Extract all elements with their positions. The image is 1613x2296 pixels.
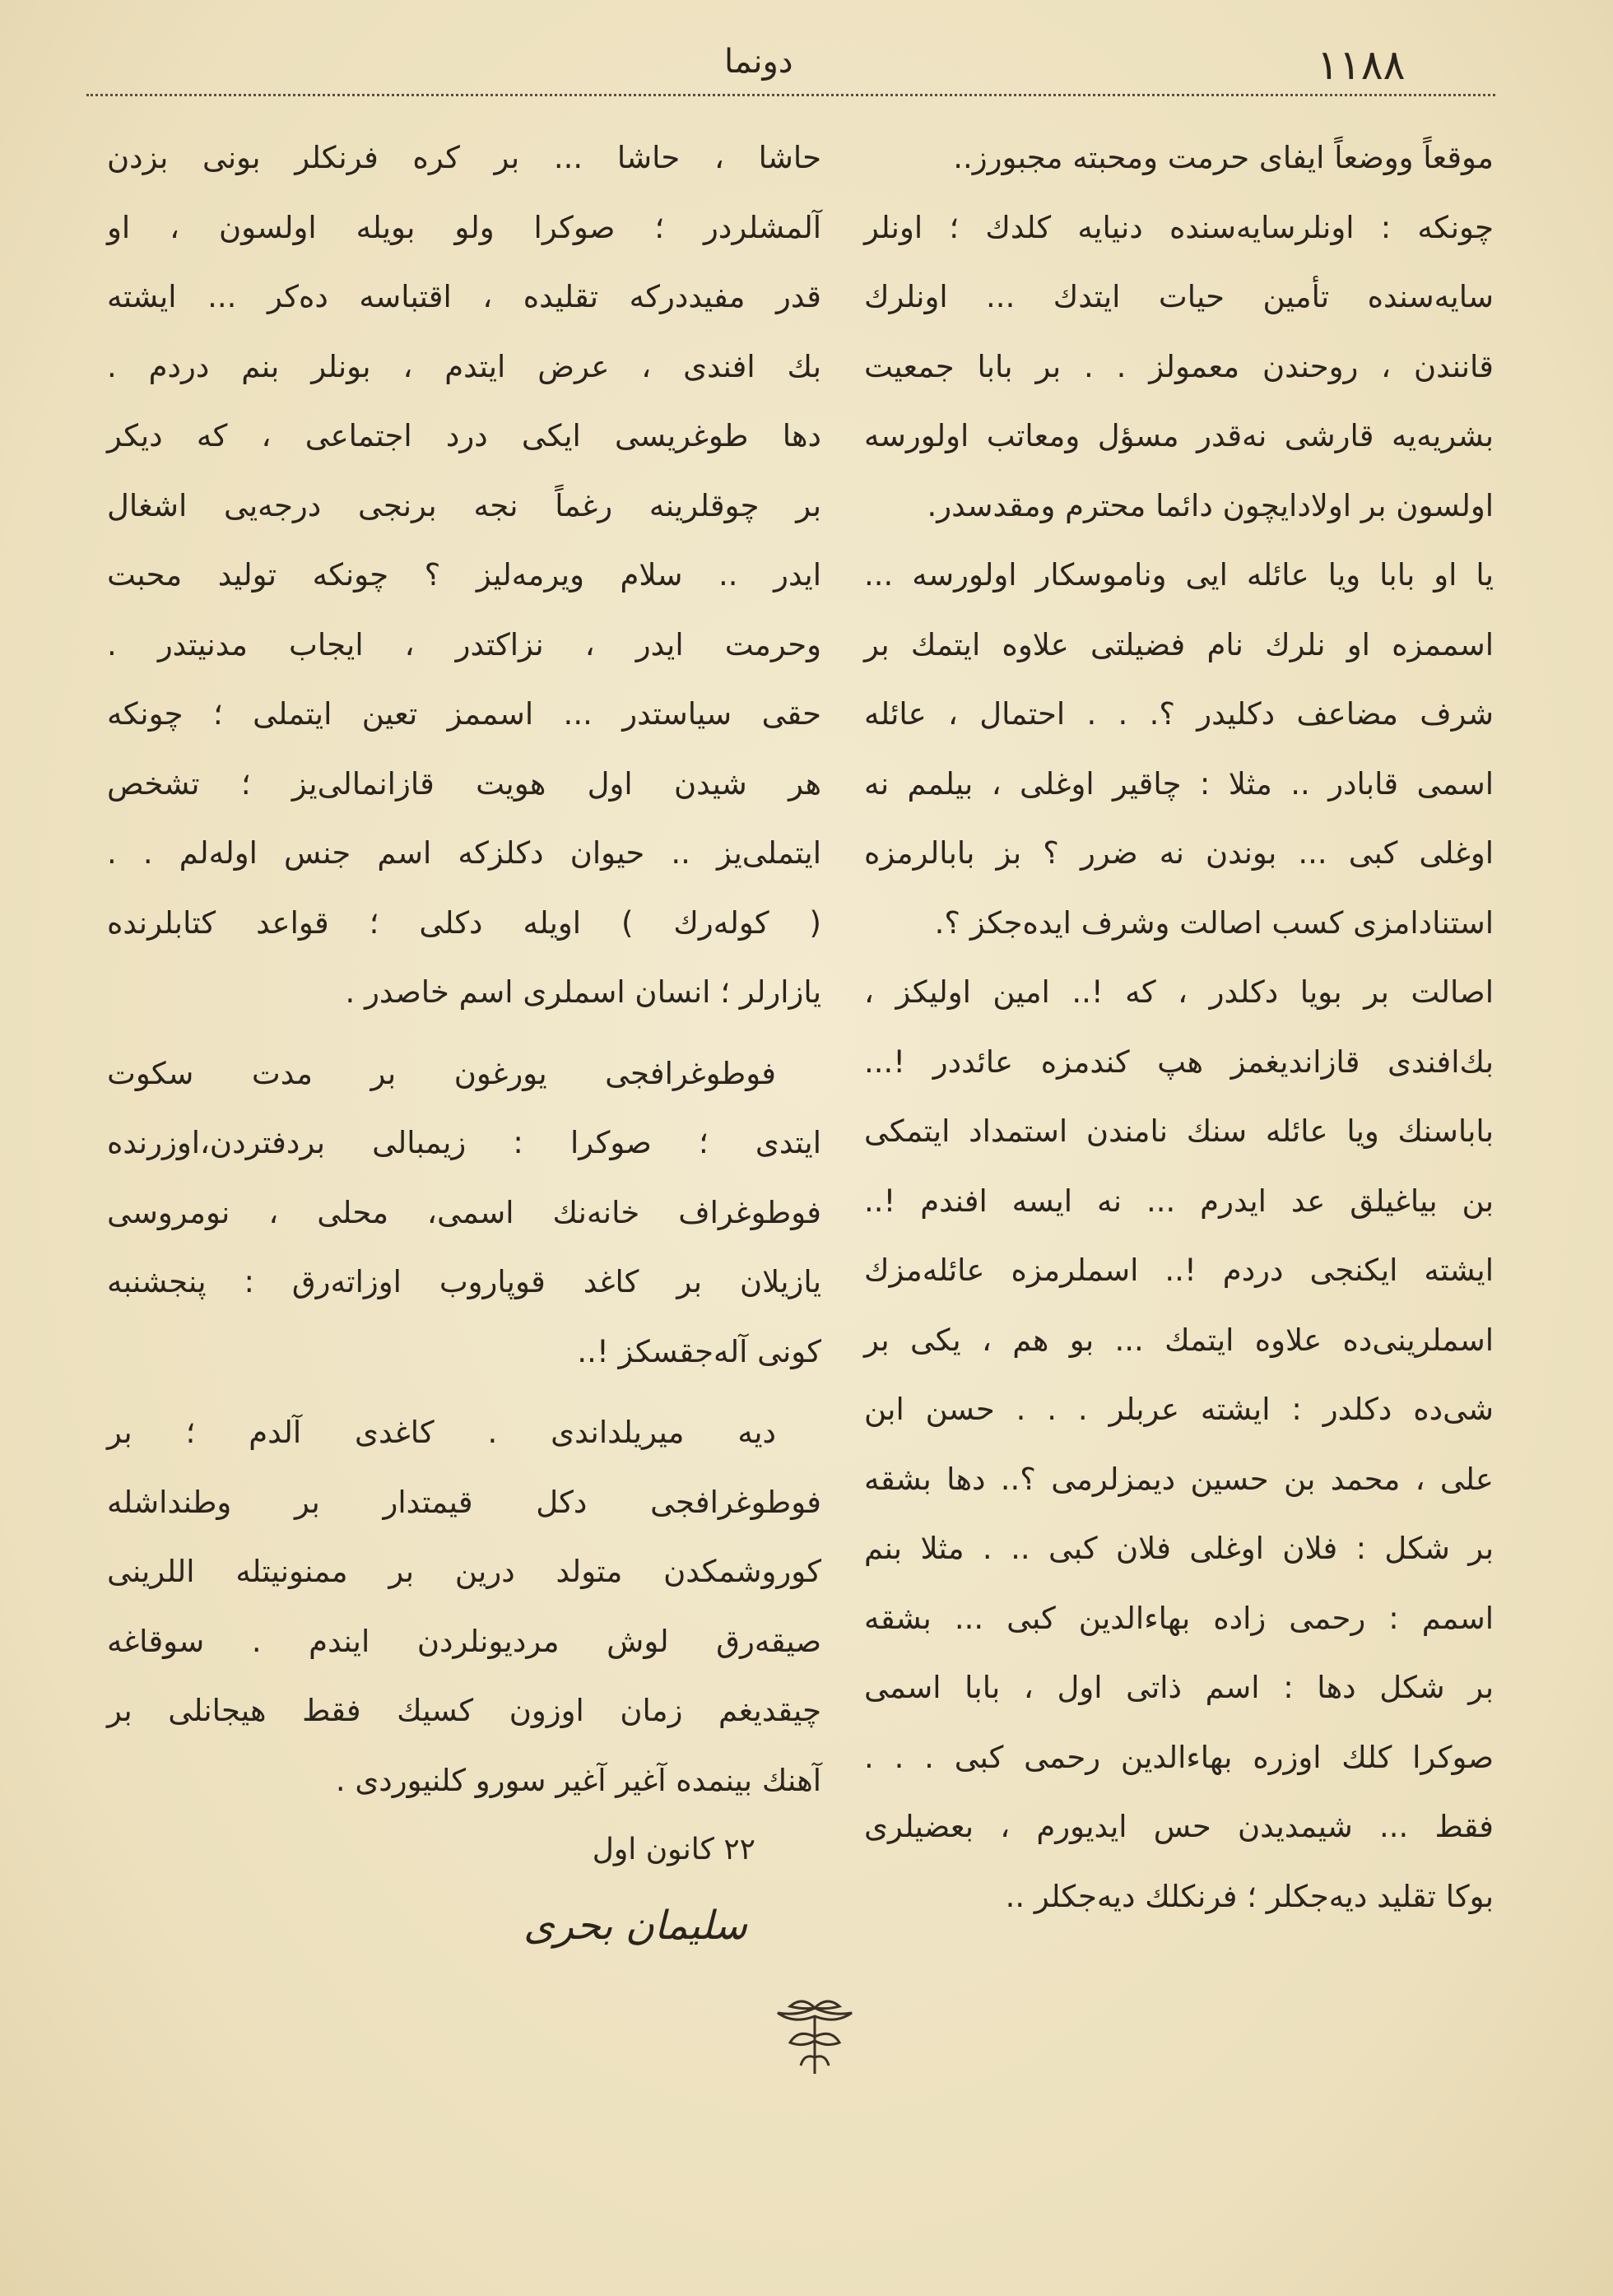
text-line: ایتملی‌یز .. حیوان دکلزکه اسم جنس اوله‌لم . . <box>107 835 821 871</box>
author-signature: سلیمان بحری <box>523 1903 747 1949</box>
text-line: علی ، محمد بن حسین دیمزلرمی ؟.. دها بشقه <box>864 1461 1494 1497</box>
text-line: باباسنك ویا عائله سنك نامندن استمداد ایتمکی <box>864 1113 1494 1149</box>
text-line: بر شکل : فلان اوغلی فلان کبی .. . مثلا بنم <box>864 1531 1494 1566</box>
running-title: دونما <box>724 43 793 81</box>
text-line: سایه‌سنده تأمین حیات ایتدك ... اونلرك <box>864 279 1494 314</box>
right-text-column <box>864 123 1494 1931</box>
date-line: ۲۲ کانون اول <box>592 1833 755 1866</box>
text-line: شرف مضاعف دکلیدر ؟. . . احتمال ، عائله <box>864 696 1494 732</box>
text-line: فوطوغرافجی دکل قیمتدار بر وطنداشله <box>107 1484 821 1520</box>
page-number: ١١٨٨ <box>1317 41 1406 89</box>
text-line: هر شیدن اول هویت قازانمالی‌یز ؛ تشخص <box>107 765 821 802</box>
text-line: دها طوغریسی ایکی درد اجتماعی ، که دیکر <box>107 418 821 453</box>
text-line: بشریه‌یه قارشی نه‌قدر مسؤل ومعاتب اولورسه <box>864 418 1494 453</box>
text-line: اسمی قابادر .. مثلا : چاقیر اوغلی ، بیلمم نه <box>864 765 1494 802</box>
text-line: ایشته ایکنجی دردم !.. اسملرمزه عائله‌مزك <box>864 1253 1494 1288</box>
text-line: دیه میریلداندی . کاغدی آلدم ؛ بر <box>107 1415 776 1450</box>
text-line: بك افندی ، عرض ایتدم ، بونلر بنم دردم . <box>107 348 821 384</box>
text-line: بك‌افندی قازاندیغمز هپ کندمزه عائددر !... <box>864 1043 1494 1080</box>
text-line: حاشا ، حاشا ... بر کره فرنکلر بونی بزدن <box>107 140 821 175</box>
text-line: صوکرا کلك اوزره بهاءالدین رحمی کبی . . . <box>864 1739 1494 1775</box>
text-line: اسمم : رحمی زاده بهاءالدین کبی ... بشقه <box>864 1600 1494 1636</box>
text-line: اصالت بر بویا دکلدر ، که !.. امین اولیکز ، <box>864 974 1494 1010</box>
text-line: اسممزه او نلرك نام فضیلتی علاوه ایتمك بر <box>864 626 1494 662</box>
text-line: ایدر .. سلام ویرمه‌لیز ؟ چونکه تولید محبت <box>107 557 821 593</box>
text-line: بن بیاغیلق عد ایدرم ... نه ایسه افندم !.. <box>864 1183 1494 1219</box>
floral-ornament-icon <box>753 1992 876 2082</box>
text-line: اسملرینی‌ده علاوه ایتمك ... بو هم ، یکی بر <box>864 1322 1494 1358</box>
text-line: حقی سیاستدر ... اسممز تعین ایتملی ؛ چونکه <box>107 696 821 732</box>
text-line: ایتدی ؛ صوکرا : زیمبالی بردفتردن،اوزرنده <box>107 1125 821 1160</box>
text-line: آهنك بینمده آغیر آغیر سورو کلنیوردی . <box>335 1762 821 1798</box>
text-line: فقط ... شیمدیدن حس ایدیورم ، بعضیلری <box>864 1809 1494 1844</box>
text-line: آلمشلردر ؛ صوکرا ولو بویله اولسون ، او <box>107 209 821 245</box>
text-line: یا او بابا ویا عائله ایی وناموسکار اولورسه ... <box>864 557 1494 593</box>
text-line: استنادامزی کسب اصالت وشرف ایده‌جکز ؟. <box>934 904 1494 941</box>
text-line: فوطوغراف خانه‌نك اسمی، محلی ، نومروسی <box>107 1194 821 1230</box>
text-line: یازیلان بر کاغد قوپاروب اوزاته‌رق : پنجشنبه <box>107 1264 821 1299</box>
text-line: موقعاً ووضعاً ایفای حرمت ومحبته مجبورز.. <box>953 140 1494 175</box>
text-line: چونکه : اونلرسایه‌سنده دنیایه کلدك ؛ اونلر <box>864 209 1494 245</box>
text-line: بوکا تقلید دیه‌جکلر ؛ فرنکلك دیه‌جکلر .. <box>1005 1878 1494 1914</box>
text-line: شی‌ده دکلدر : ایشته عربلر . . . حسن ابن <box>864 1392 1494 1427</box>
text-line: کونی آله‌جقسکز !.. <box>577 1333 821 1369</box>
text-line: کوروشمکدن متولد درین بر ممنونیتله اللرینی <box>107 1554 821 1589</box>
header-dotted-rule <box>86 94 1495 96</box>
text-line: ( کوله‌رك ) اویله دکلی ؛ قواعد کتابلرنده <box>107 904 821 941</box>
text-line: چیقدیغم زمان اوزون کسیك فقط هیجانلی بر <box>107 1693 821 1728</box>
text-line: اولسون بر اولادایچون دائما محترم ومقدسدر. <box>927 487 1494 523</box>
text-line: بر شکل دها : اسم ذاتی اول ، بابا اسمی <box>864 1670 1494 1705</box>
text-line: وحرمت ایدر ، نزاکتدر ، ایجاب مدنیتدر . <box>107 626 821 662</box>
text-line: قدر مفیددرکه تقلیده ، اقتباسه ده‌کر ... ایشته <box>107 279 821 314</box>
text-line: بر چوقلرینه رغماً نجه برنجی درجه‌یی اشغال <box>107 487 821 523</box>
text-line: قانندن ، روحندن معمولز . . بر بابا جمعیت <box>864 348 1494 384</box>
text-line: فوطوغرافجی یورغون بر مدت سکوت <box>107 1055 776 1091</box>
left-text-column <box>107 123 821 1967</box>
text-line: صیقه‌رق لوش مردیونلردن ایندم . سوقاغه <box>107 1623 821 1659</box>
text-line: اوغلی کبی ... بوندن نه ضرر ؟ بز بابالرمزه <box>864 835 1494 871</box>
text-line: یازارلر ؛ انسان اسملری اسم خاصدر . <box>345 974 821 1010</box>
